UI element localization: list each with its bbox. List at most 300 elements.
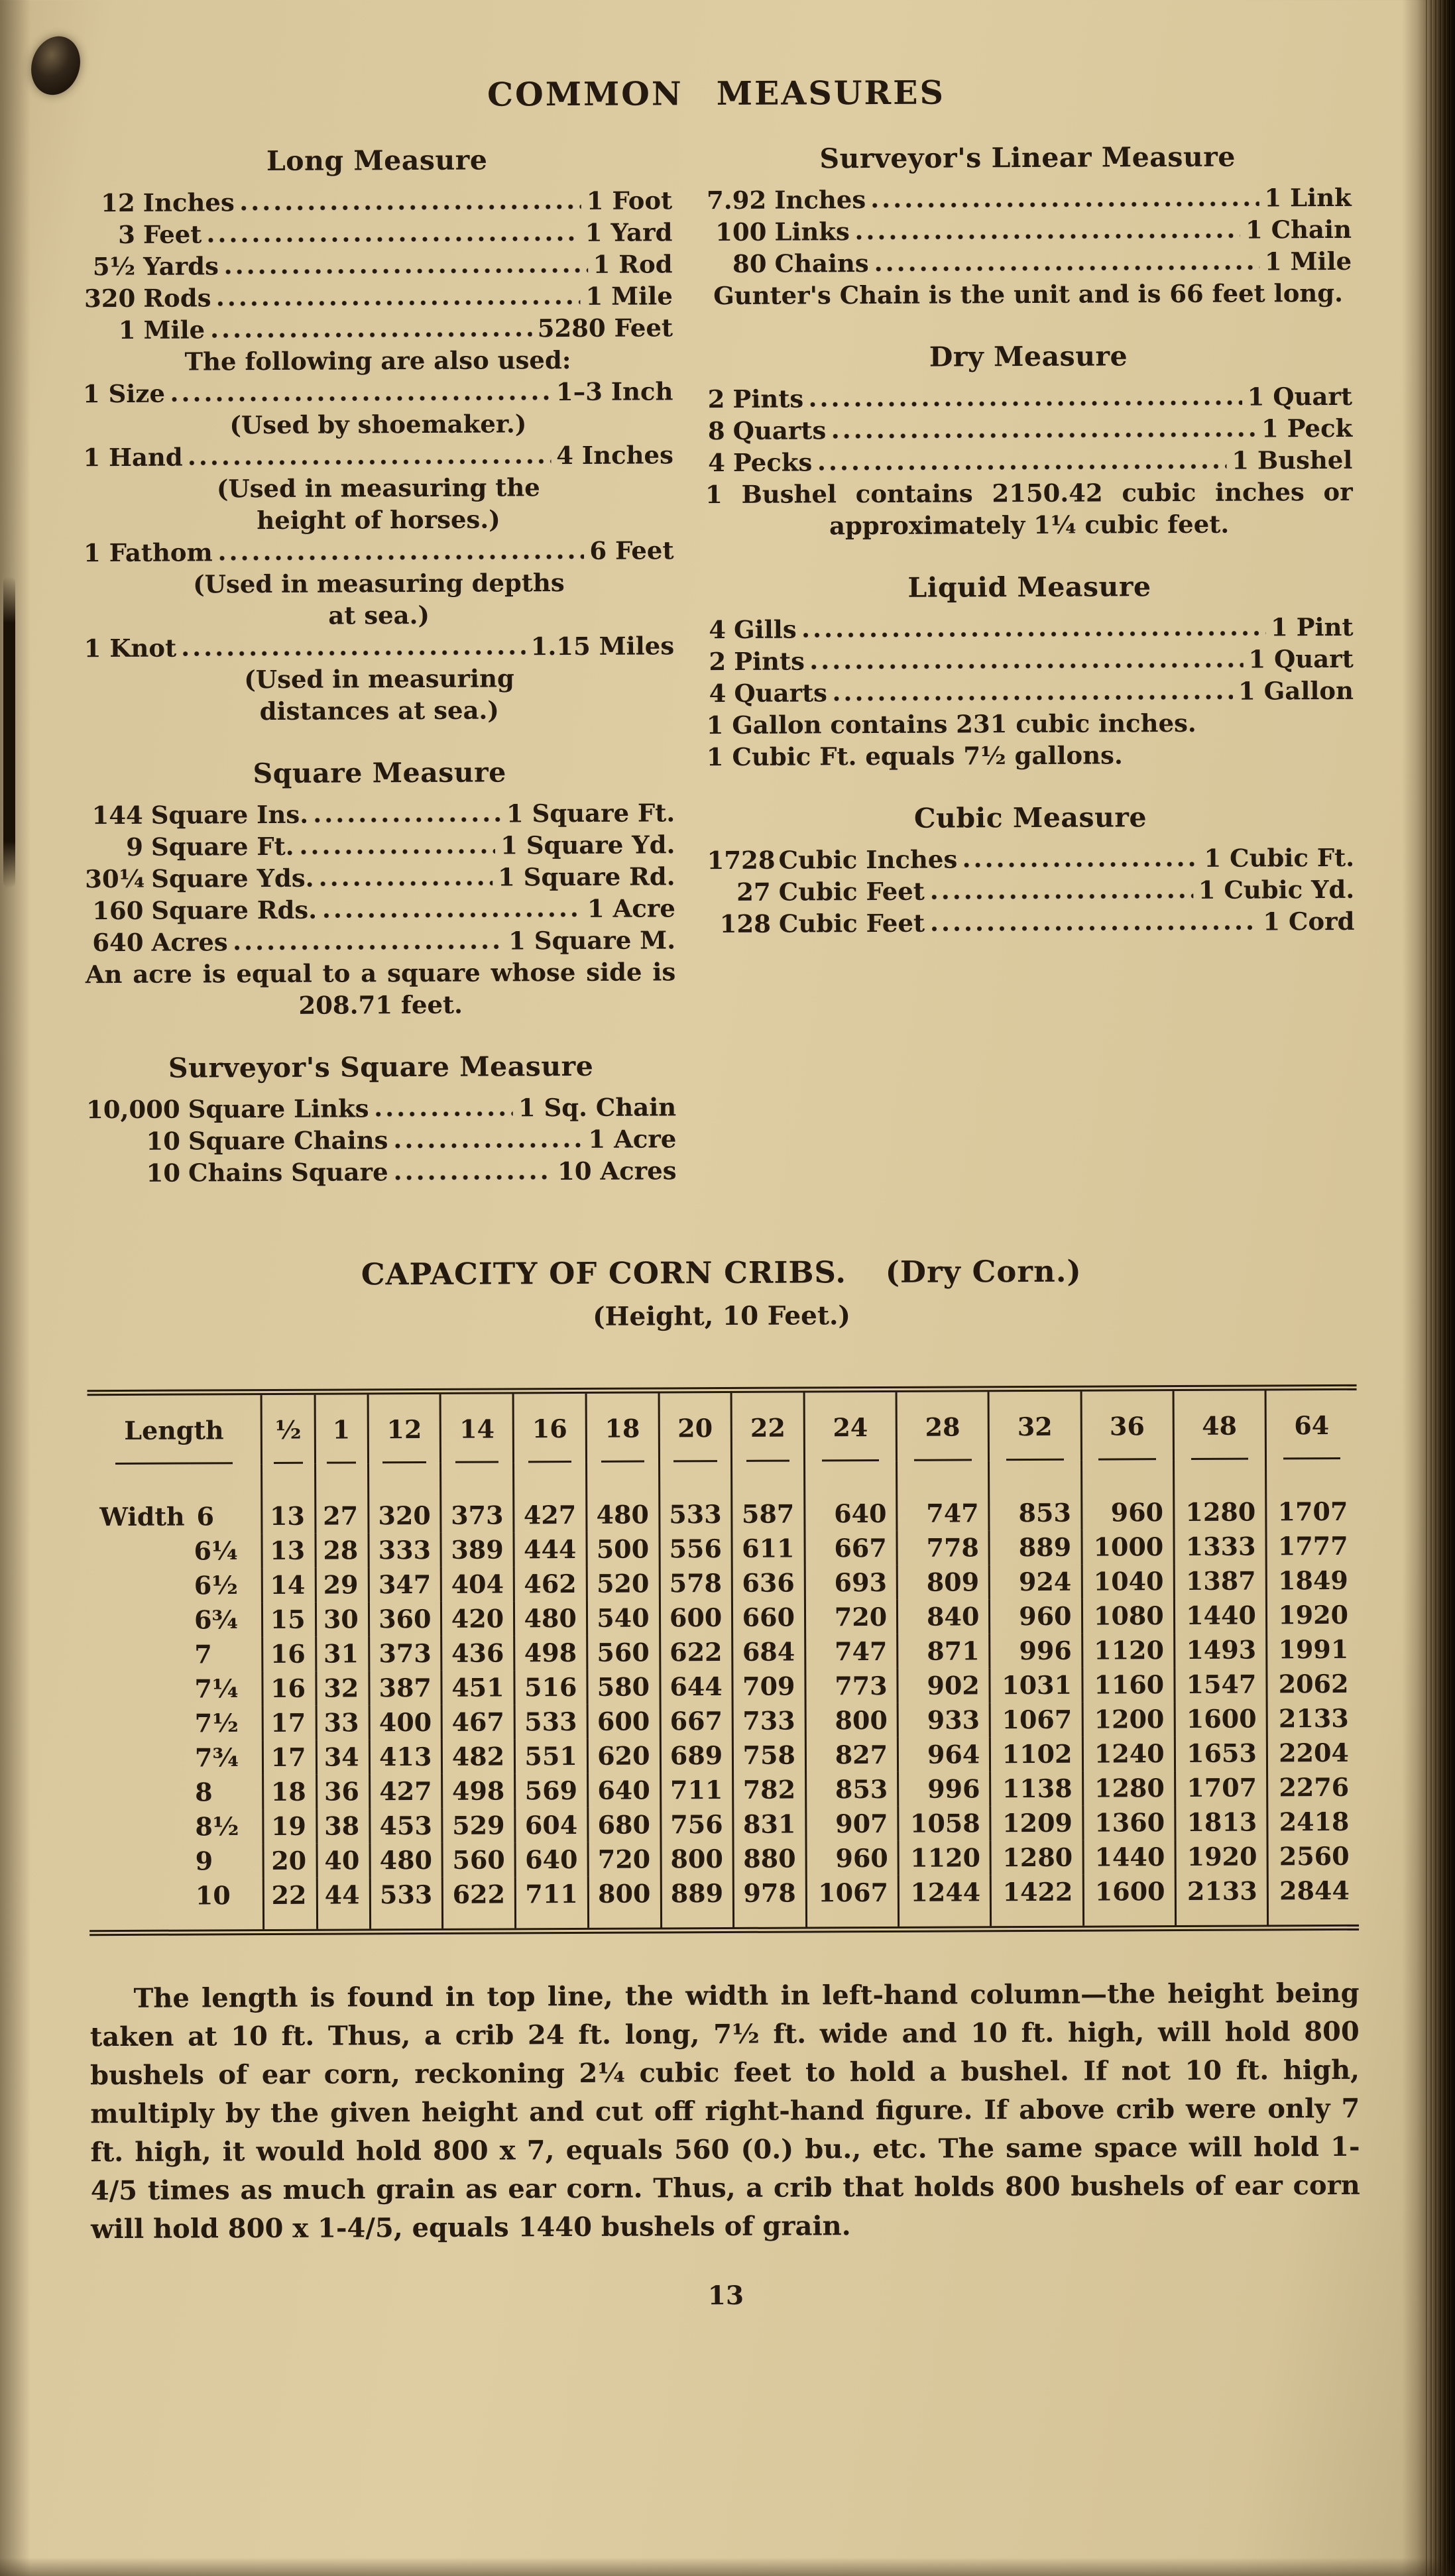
capacity-cell: 1209 [990,1806,1082,1841]
capacity-cell: 320 [368,1463,441,1533]
capacity-cell: 1653 [1175,1736,1267,1771]
measure-entry [706,675,1354,709]
leader-dots [930,924,1257,934]
leader-dots [817,463,1226,473]
section-dry-measure [705,339,1353,542]
entry-unit: Pints [732,384,804,414]
corn-cribs-title-suffix: (Dry Corn.) [885,1253,1082,1290]
capacity-cell: 2560 [1267,1839,1359,1874]
entry-right: 1 Acre [588,1124,677,1154]
capacity-cell: 1067 [990,1703,1082,1738]
capacity-cell: 498 [514,1636,587,1670]
capacity-cell: 604 [515,1808,588,1842]
entry-unit: Cubic Feet [778,908,925,938]
measure-entry [705,444,1353,478]
capacity-cell: 520 [587,1566,660,1600]
capacity-cell: 1600 [1083,1874,1176,1926]
capacity-cell: 1849 [1266,1563,1358,1598]
row-width-label [88,1568,262,1603]
capacity-cell: 758 [733,1738,806,1772]
entry-right: 1 Foot [586,186,673,215]
entry-quantity: 80 [732,249,767,278]
capacity-cell: 2844 [1267,1874,1359,1925]
entry-right: 1 Quart [1247,381,1353,412]
column-header: 22 [731,1392,804,1461]
capacity-cell: 2133 [1175,1874,1268,1925]
measure-entry [706,643,1354,677]
measure-entry [84,534,674,569]
row-width-label [89,1878,264,1930]
capacity-cell: 587 [732,1461,805,1531]
entry-unit: Yards [143,251,219,281]
leader-dots [170,394,551,404]
capacity-cell: 453 [370,1809,443,1843]
measure-entry [85,860,675,895]
section-square-measure [84,756,675,1022]
measure-entry [82,311,673,346]
capacity-cell: 711 [515,1877,588,1928]
capacity-cell: 436 [441,1636,514,1670]
table-row [89,1839,1359,1879]
section-heading-long-measure: Long Measure [266,144,488,178]
capacity-cell: 680 [588,1807,661,1842]
capacity-cell: 1200 [1082,1702,1175,1737]
entry-quantity: 2 [707,384,725,414]
capacity-cell: 404 [441,1567,514,1601]
column-header: 1 [315,1394,369,1463]
capacity-cell: 747 [897,1461,990,1531]
entry-right: 1 Link [1264,182,1352,213]
corn-table-head [87,1390,1357,1465]
entry-quantity: 8 [707,416,725,446]
entry-note: (Used in measuring the height of horses.) [216,473,540,535]
capacity-cell: 16 [262,1671,316,1706]
entry-quantity: 9 [126,832,144,862]
entry-quantity: 100 [715,217,767,247]
page-number: 13 [707,2280,744,2312]
leader-dots [240,203,581,213]
capacity-cell: 551 [514,1739,587,1773]
leader-dots [216,298,580,308]
column-header: 12 [368,1394,441,1463]
capacity-cell: 17 [262,1706,316,1740]
entry-quantity: 160 [92,895,144,926]
capacity-cell: 693 [805,1565,897,1600]
entry-right: 1 Rod [593,249,673,279]
capacity-cell: 533 [514,1705,587,1739]
capacity-cell: 1080 [1082,1598,1174,1634]
section-para: 1 Cubic Ft. equals 7½ gallons. [706,740,1123,772]
width-value: 7 [194,1639,212,1669]
measure-entry [85,892,675,926]
entry-quantity: 640 [92,927,144,958]
section-long-measure [82,143,674,728]
measure-entry [704,213,1352,248]
entry-quantity: 4 [709,615,727,645]
capacity-cell: 1102 [990,1737,1082,1772]
capacity-cell: 853 [806,1772,898,1807]
capacity-cell: 2276 [1267,1770,1358,1805]
capacity-cell: 13 [262,1534,315,1568]
footnote-paragraph: The length is found in top line, the width in left-hand column—the height being taken at 10 ft. Thus, a crib 24 ft. long, 7½ ft. wide and 10 ft. high, will hold 800 bushels of ear corn, reckoning 2¼ cubic feet to hold a bushel. If not 10 ft. high, multiply by the given height and cut off right-hand figure. If above crib were only 7 ft. high, it would hold 800 x 7, equals 560 (0.) bu., etc. The same space will hold 1-4/5 times as much grain as ear corn. Thus, a crib that holds 800 bushels of ear corn will hold 800 x 1-4/5, equals 1440 bushels of grain. [89,1977,1360,2245]
capacity-cell: 20 [263,1844,316,1878]
entry-unit: Square Chains [188,1125,388,1156]
capacity-cell: 996 [898,1771,990,1807]
entry-quantity: 4 [708,448,726,478]
row-width-label [89,1844,264,1879]
table-row [87,1459,1357,1534]
capacity-cell: 709 [732,1669,805,1703]
capacity-cell: 667 [660,1704,733,1738]
entry-quantity: 4 [709,679,727,708]
column-header: ½ [261,1395,315,1464]
measure-entry [82,184,673,219]
entry-unit: Quarts [734,678,828,708]
capacity-cell: 689 [660,1738,733,1773]
entry-quantity: 7.92 [706,185,767,215]
table-row [88,1598,1358,1638]
width-value: 6½ [194,1570,238,1600]
measure-entry [705,380,1352,415]
capacity-cell: 32 [316,1671,369,1705]
capacity-cell: 644 [660,1669,732,1704]
measure-entry [707,842,1354,876]
capacity-cell: 480 [586,1462,659,1532]
entry-left: 1 Fathom [83,537,213,568]
row-width-label [89,1706,263,1741]
corn-cribs-subtitle: (Height, 10 Feet.) [593,1300,851,1332]
leader-dots [802,629,1265,640]
measure-entry [85,797,675,831]
corn-cribs-table [87,1390,1359,1930]
entry-note: (Used in measuring depths at sea.) [193,568,565,630]
capacity-cell: 622 [443,1877,516,1928]
capacity-cell: 600 [587,1704,660,1738]
capacity-cell: 1920 [1266,1598,1358,1633]
width-value: 7¼ [194,1673,239,1704]
capacity-cell: 1280 [1173,1459,1266,1530]
row-width-label [88,1602,262,1638]
capacity-cell: 1493 [1174,1632,1266,1667]
corn-cribs-title [87,1253,1356,1293]
measure-entry [82,248,673,282]
leader-dots [855,232,1240,243]
width-value: 8 [195,1777,213,1807]
capacity-cell: 756 [660,1807,733,1842]
entry-right: 1 Square M. [508,925,676,956]
page-bottom-shadow [0,2557,1455,2576]
section-surveyors-square-measure [86,1050,676,1189]
capacity-cell: 902 [898,1668,990,1703]
section-para: An acre is equal to a square whose side is 208.71 feet. [85,957,676,1020]
capacity-cell: 933 [898,1703,990,1738]
column-header: 28 [896,1392,989,1461]
capacity-cell: 1058 [898,1806,990,1841]
capacity-cell: 853 [989,1461,1082,1531]
capacity-cell: 333 [369,1533,441,1567]
capacity-cell: 924 [990,1565,1082,1600]
capacity-cell: 1280 [1082,1771,1175,1806]
row-width-label [89,1809,263,1844]
entry-right: 1 Cubic Yd. [1198,874,1355,905]
capacity-cell: 640 [804,1461,897,1532]
column-header: 36 [1081,1391,1174,1461]
entry-right: 1–3 Inch [555,376,673,407]
entry-unit: Square Links [188,1093,369,1124]
capacity-cell: 540 [587,1600,660,1635]
capacity-cell: 389 [441,1532,514,1567]
capacity-cell: 19 [263,1809,316,1844]
section-heading-cubic-measure: Cubic Measure [913,801,1147,834]
capacity-cell: 622 [660,1635,732,1669]
capacity-cell: 569 [515,1773,588,1808]
entry-left: 1 Knot [84,633,177,663]
width-value: 6¾ [194,1604,239,1635]
capacity-cell: 373 [369,1636,441,1671]
capacity-cell: 1333 [1174,1529,1266,1564]
capacity-cell: 30 [316,1602,369,1636]
section-para: 1 Gallon contains 231 cubic inches. [706,708,1196,740]
capacity-cell: 16 [262,1637,316,1671]
entry-right: 5280 Feet [537,313,673,343]
leader-dots [210,330,532,340]
capacity-cell: 1240 [1082,1736,1175,1771]
width-value: 6¼ [194,1536,238,1566]
entry-right: 1 Quart [1248,644,1354,674]
entry-right: 1 Yard [585,217,673,247]
leader-dots [833,693,1233,704]
entry-unit: Pints [734,646,805,676]
entry-right: 1 Square Yd. [500,830,675,860]
capacity-cell: 800 [588,1876,661,1927]
entry-unit: Feet [143,219,202,249]
capacity-cell: 1707 [1175,1770,1267,1805]
capacity-cell: 1138 [990,1771,1082,1807]
entry-unit: Inches [774,185,866,215]
capacity-cell: 871 [898,1634,990,1669]
capacity-cell: 15 [262,1602,316,1637]
column-header: 14 [441,1394,514,1463]
capacity-cell: 2418 [1267,1805,1359,1840]
capacity-cell: 1440 [1174,1598,1266,1633]
capacity-cell: 13 [262,1464,316,1534]
leader-dots [809,399,1242,410]
capacity-cell: 1813 [1175,1805,1267,1840]
entry-unit: Links [774,217,850,247]
column-header: 24 [804,1392,897,1462]
entry-quantity: 128 [719,909,772,939]
capacity-cell: 560 [442,1842,515,1877]
width-value: 7¾ [194,1742,239,1773]
row-width-label [89,1740,263,1775]
leader-dots [375,1109,513,1119]
entry-quantity: 2 [709,647,727,677]
entry-note: (Used in measuring distances at sea.) [244,663,514,726]
capacity-cell: 960 [990,1599,1082,1634]
capacity-cell: 660 [732,1600,805,1634]
row-width-label [88,1671,262,1707]
measure-entry [82,280,673,314]
capacity-cell: 427 [514,1463,587,1532]
entry-unit: Inches [143,188,235,217]
entry-quantity: 144 [91,800,143,830]
width-value: 6 [196,1501,215,1532]
entry-text: The following are also used: [184,345,571,376]
entry-unit: Square Rds. [151,895,318,925]
entry-quantity: 10,000 [86,1094,180,1125]
capacity-cell: 889 [661,1876,734,1927]
table-row [87,1529,1357,1569]
capacity-cell: 831 [733,1807,806,1841]
capacity-cell: 467 [442,1705,515,1739]
capacity-cell: 427 [369,1774,442,1809]
capacity-cell: 1387 [1174,1563,1266,1598]
capacity-cell: 560 [587,1635,660,1669]
measure-entry [704,182,1352,216]
entry-right: 1 Square Ft. [506,798,675,828]
capacity-cell: 373 [441,1463,514,1532]
capacity-cell: 2204 [1267,1736,1358,1771]
corn-cribs-title-main: CAPACITY OF CORN CRIBS. [361,1255,847,1292]
capacity-cell: 1244 [898,1875,991,1927]
leader-dots [320,879,493,889]
capacity-cell: 907 [806,1807,898,1842]
corn-cribs-table-wrap [87,1384,1360,1936]
entry-right: 4 Inches [556,440,673,471]
capacity-cell: 360 [369,1602,441,1636]
capacity-cell: 1120 [1082,1633,1174,1668]
leader-dots [188,457,552,467]
measure-entry [85,828,675,863]
width-column-label: Width [99,1501,185,1532]
entry-right: 1.15 Miles [530,631,675,661]
column-header: 32 [988,1392,1081,1461]
entry-unit: Gills [733,614,797,644]
leader-dots [224,266,588,276]
capacity-cell: 800 [661,1842,734,1876]
capacity-cell: 22 [264,1878,318,1929]
capacity-cell: 1440 [1083,1840,1175,1875]
leader-dots [207,235,580,245]
entry-quantity: 10 [146,1126,180,1156]
entry-left: 1 Size [82,378,166,409]
entry-right: 1 Cubic Ft. [1204,842,1355,873]
column-header: 20 [659,1393,732,1462]
leader-dots [233,942,504,952]
corn-table-body [87,1459,1359,1930]
entry-unit: Rods [143,283,211,313]
entry-right: 1 Bushel [1232,445,1353,475]
entry-unit: Cubic Feet [778,876,925,907]
leader-dots [218,553,585,563]
entry-right: 1 Mile [585,281,673,311]
measure-entry [706,611,1354,645]
capacity-cell: 556 [660,1532,732,1566]
table-row [88,1667,1358,1707]
measure-entry [705,412,1353,447]
capacity-cell: 40 [317,1843,370,1877]
capacity-cell: 960 [806,1841,898,1876]
entry-unit: Square Yds. [151,863,314,893]
entry-quantity: 12 [101,188,135,218]
entry-unit: Chains Square [188,1157,388,1188]
section-surveyors-linear-measure [704,140,1352,311]
entry-right: 1 Chain [1245,214,1352,245]
leader-dots [394,1173,553,1182]
capacity-cell: 33 [316,1705,369,1740]
column-header: 64 [1265,1390,1357,1460]
leader-dots [962,860,1198,870]
entry-quantity: 10 [146,1158,181,1188]
measure-entry [85,924,675,958]
width-value: 8½ [195,1811,239,1842]
entry-right: 1 Gallon [1238,675,1354,706]
entry-unit: Acres [151,927,228,957]
capacity-cell: 36 [316,1774,369,1809]
page-title: COMMON MEASURES [487,73,946,114]
leader-dots [322,911,582,921]
capacity-cell: 1547 [1175,1667,1267,1702]
capacity-cell: 2062 [1267,1667,1358,1702]
leader-dots [182,648,526,658]
section-heading-surveyors-square-measure: Surveyor's Square Measure [168,1050,594,1084]
capacity-cell: 611 [732,1531,805,1565]
table-row [88,1632,1358,1672]
capacity-cell: 444 [514,1532,587,1567]
capacity-cell: 38 [316,1809,369,1843]
capacity-cell: 809 [897,1565,989,1600]
entry-unit: Chains [774,249,869,278]
capacity-cell: 44 [317,1877,371,1929]
capacity-cell: 29 [316,1567,369,1602]
section-heading-surveyors-linear-measure: Surveyor's Linear Measure [819,140,1236,175]
capacity-cell: 1280 [990,1840,1082,1876]
row-width-label [88,1637,262,1672]
capacity-cell: 1422 [991,1875,1084,1927]
entry-note: (Used by shoemaker.) [229,409,527,440]
table-row [89,1701,1358,1741]
measure-entry [86,1154,677,1189]
section-para: Gunter's Chain is the unit and is 66 feet long. [713,278,1344,311]
width-value: 9 [195,1846,213,1876]
capacity-cell: 747 [805,1634,898,1669]
section-para: 1 Bushel contains 2150.42 cubic inches or approximately 1¼ cubic feet. [705,476,1353,541]
row-width-label [87,1464,262,1534]
entry-right: 1 Pint [1270,612,1354,642]
entry-right: 6 Feet [589,535,674,565]
capacity-cell: 1067 [806,1876,899,1927]
capacity-cell: 996 [990,1634,1082,1669]
entry-quantity: 320 [84,283,136,313]
capacity-cell: 516 [514,1670,587,1705]
capacity-cell: 28 [316,1533,369,1567]
column-header: 16 [513,1394,586,1463]
table-row [89,1805,1358,1844]
corn-table-header-row [87,1390,1357,1465]
entry-right: 10 Acres [557,1156,677,1186]
leader-dots [810,661,1244,672]
capacity-cell: 533 [659,1462,732,1532]
entry-right: 1 Sq. Chain [518,1092,677,1123]
capacity-cell: 14 [262,1568,316,1602]
section-heading-square-measure: Square Measure [253,756,506,790]
capacity-cell: 720 [805,1600,897,1635]
capacity-cell: 773 [805,1669,898,1704]
capacity-cell: 620 [587,1738,660,1773]
measure-entry [83,375,673,410]
capacity-cell: 2133 [1267,1701,1358,1736]
capacity-cell: 978 [733,1876,806,1927]
